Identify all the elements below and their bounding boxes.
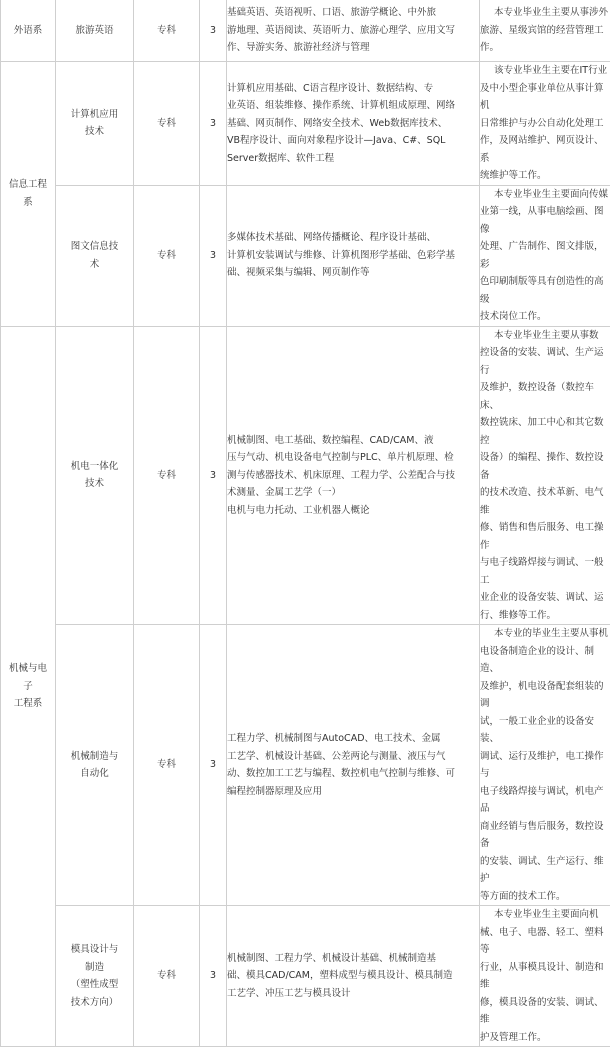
- years-cell: 3: [200, 625, 227, 906]
- table-row: [1, 185, 610, 326]
- career-cell: 本专业的毕业生主要从事机 电设备制造企业的设计、制造、 及维护，机电设备配套组装的调 试，一般工业企业的设备安装、 调试、运行及维护，电工操作与 电子线路焊接与调试，机电产品 商业经销与售后服务，数控设备 的安装、调试、生产运行、维护 等方面的技术工作。: [480, 625, 610, 906]
- career-cell: 本专业毕业生主要面向机 械、电子、电器、轻工、塑料等 行业，从事模具设计、制造和维 修，模具设备的安装、调试、维 护及管理工作。: [480, 906, 610, 1047]
- level-cell: 专科: [134, 625, 200, 906]
- career-cell: 本专业毕业生主要面向传媒 业第一线，从事电脑绘画、图像 处理、广告制作、图文排版，彩 色印刷制版等具有创造性的高级 技术岗位工作。: [480, 185, 610, 326]
- table-row: [1, 625, 610, 906]
- level-cell: 专科: [134, 906, 200, 1047]
- table-row: [1, 326, 610, 625]
- courses-cell: 工程力学、机械制图与AutoCAD、电工技术、金属 工艺学、机械设计基础、公差两论与测量、液压与气 动、数控加工工艺与编程、数控机电气控制与维修、可 编程控制器原理及应用: [227, 625, 480, 906]
- major-cell: 图文信息技 术: [56, 185, 134, 326]
- table-row: [1, 0, 610, 62]
- level-cell: 专科: [134, 326, 200, 625]
- years-cell: 3: [200, 185, 227, 326]
- level-cell: 专科: [134, 62, 200, 186]
- years-cell: 3: [200, 906, 227, 1047]
- years-cell: 3: [200, 0, 227, 62]
- level-cell: 专科: [134, 0, 200, 62]
- table-row: [1, 906, 610, 1047]
- courses-cell: 机械制图、工程力学、机械设计基础、机械制造基 础、模具CAD/CAM，塑料成型与模具设计、模具制造 工艺学、冲压工艺与模具设计: [227, 906, 480, 1047]
- department-cell: 机械与电 子 工程系: [1, 326, 56, 1047]
- courses-cell: 计算机应用基础、C语言程序设计、数据结构、专 业英语、组装维修、操作系统、计算机组成原理、网络 基础、网页制作、网络安全技术、Web数据库技术、 VB程序设计、面向对象程序设计—Java、C#、SQL Server数据库、软件工程: [227, 62, 480, 186]
- level-cell: 专科: [134, 185, 200, 326]
- years-cell: 3: [200, 326, 227, 625]
- career-cell: 本专业毕业生主要从事数 控设备的安装、调试、生产运行 及维护，数控设备（数控车床、 数控铣床、加工中心和其它数控 设备）的编程、操作、数控设备 的技术改造、技术革新、电气维 修、销售和售后服务、电工操作 与电子线路焊接与调试、一般工 业企业的设备安装、调试、运 行、维修等工作。: [480, 326, 610, 625]
- department-cell: 外语系: [1, 0, 56, 62]
- major-cell: 模具设计与 制造 （塑性成型 技术方向）: [56, 906, 134, 1047]
- major-cell: 机电一体化 技术: [56, 326, 134, 625]
- career-cell: 该专业毕业生主要在IT行业 及中小型企事业单位从事计算机 日常维护与办公自动化处理工 作，及网站维护、网页设计、系 统维护等工作。: [480, 62, 610, 186]
- major-cell: 计算机应用 技术: [56, 62, 134, 186]
- department-cell: 信息工程 系: [1, 62, 56, 327]
- courses-cell: 机械制图、电工基础、数控编程、CAD/CAM、液 压与气动、机电设备电气控制与PLC、单片机原理、检 测与传感器技术、机床原理、工程力学、公差配合与技 术测量、金属工艺学（一） 电机与电力托动、工业机器人概论: [227, 326, 480, 625]
- table-row: [1, 62, 610, 186]
- years-cell: 3: [200, 62, 227, 186]
- major-cell: 旅游英语: [56, 0, 134, 62]
- career-cell: 本专业毕业生主要从事涉外 旅游、星级宾馆的经营管理工作。: [480, 0, 610, 62]
- courses-cell: 多媒体技术基础、网络传播概论、程序设计基础、 计算机安装调试与维修、计算机图形学基础、色彩学基 础、视频采集与编辑、网页制作等: [227, 185, 480, 326]
- courses-cell: 基础英语、英语视听、口语、旅游学概论、中外旅 游地理、英语阅读、英语听力、旅游心理学、应用文写 作、导游实务、旅游社经济与管理: [227, 0, 480, 62]
- major-cell: 机械制造与 自动化: [56, 625, 134, 906]
